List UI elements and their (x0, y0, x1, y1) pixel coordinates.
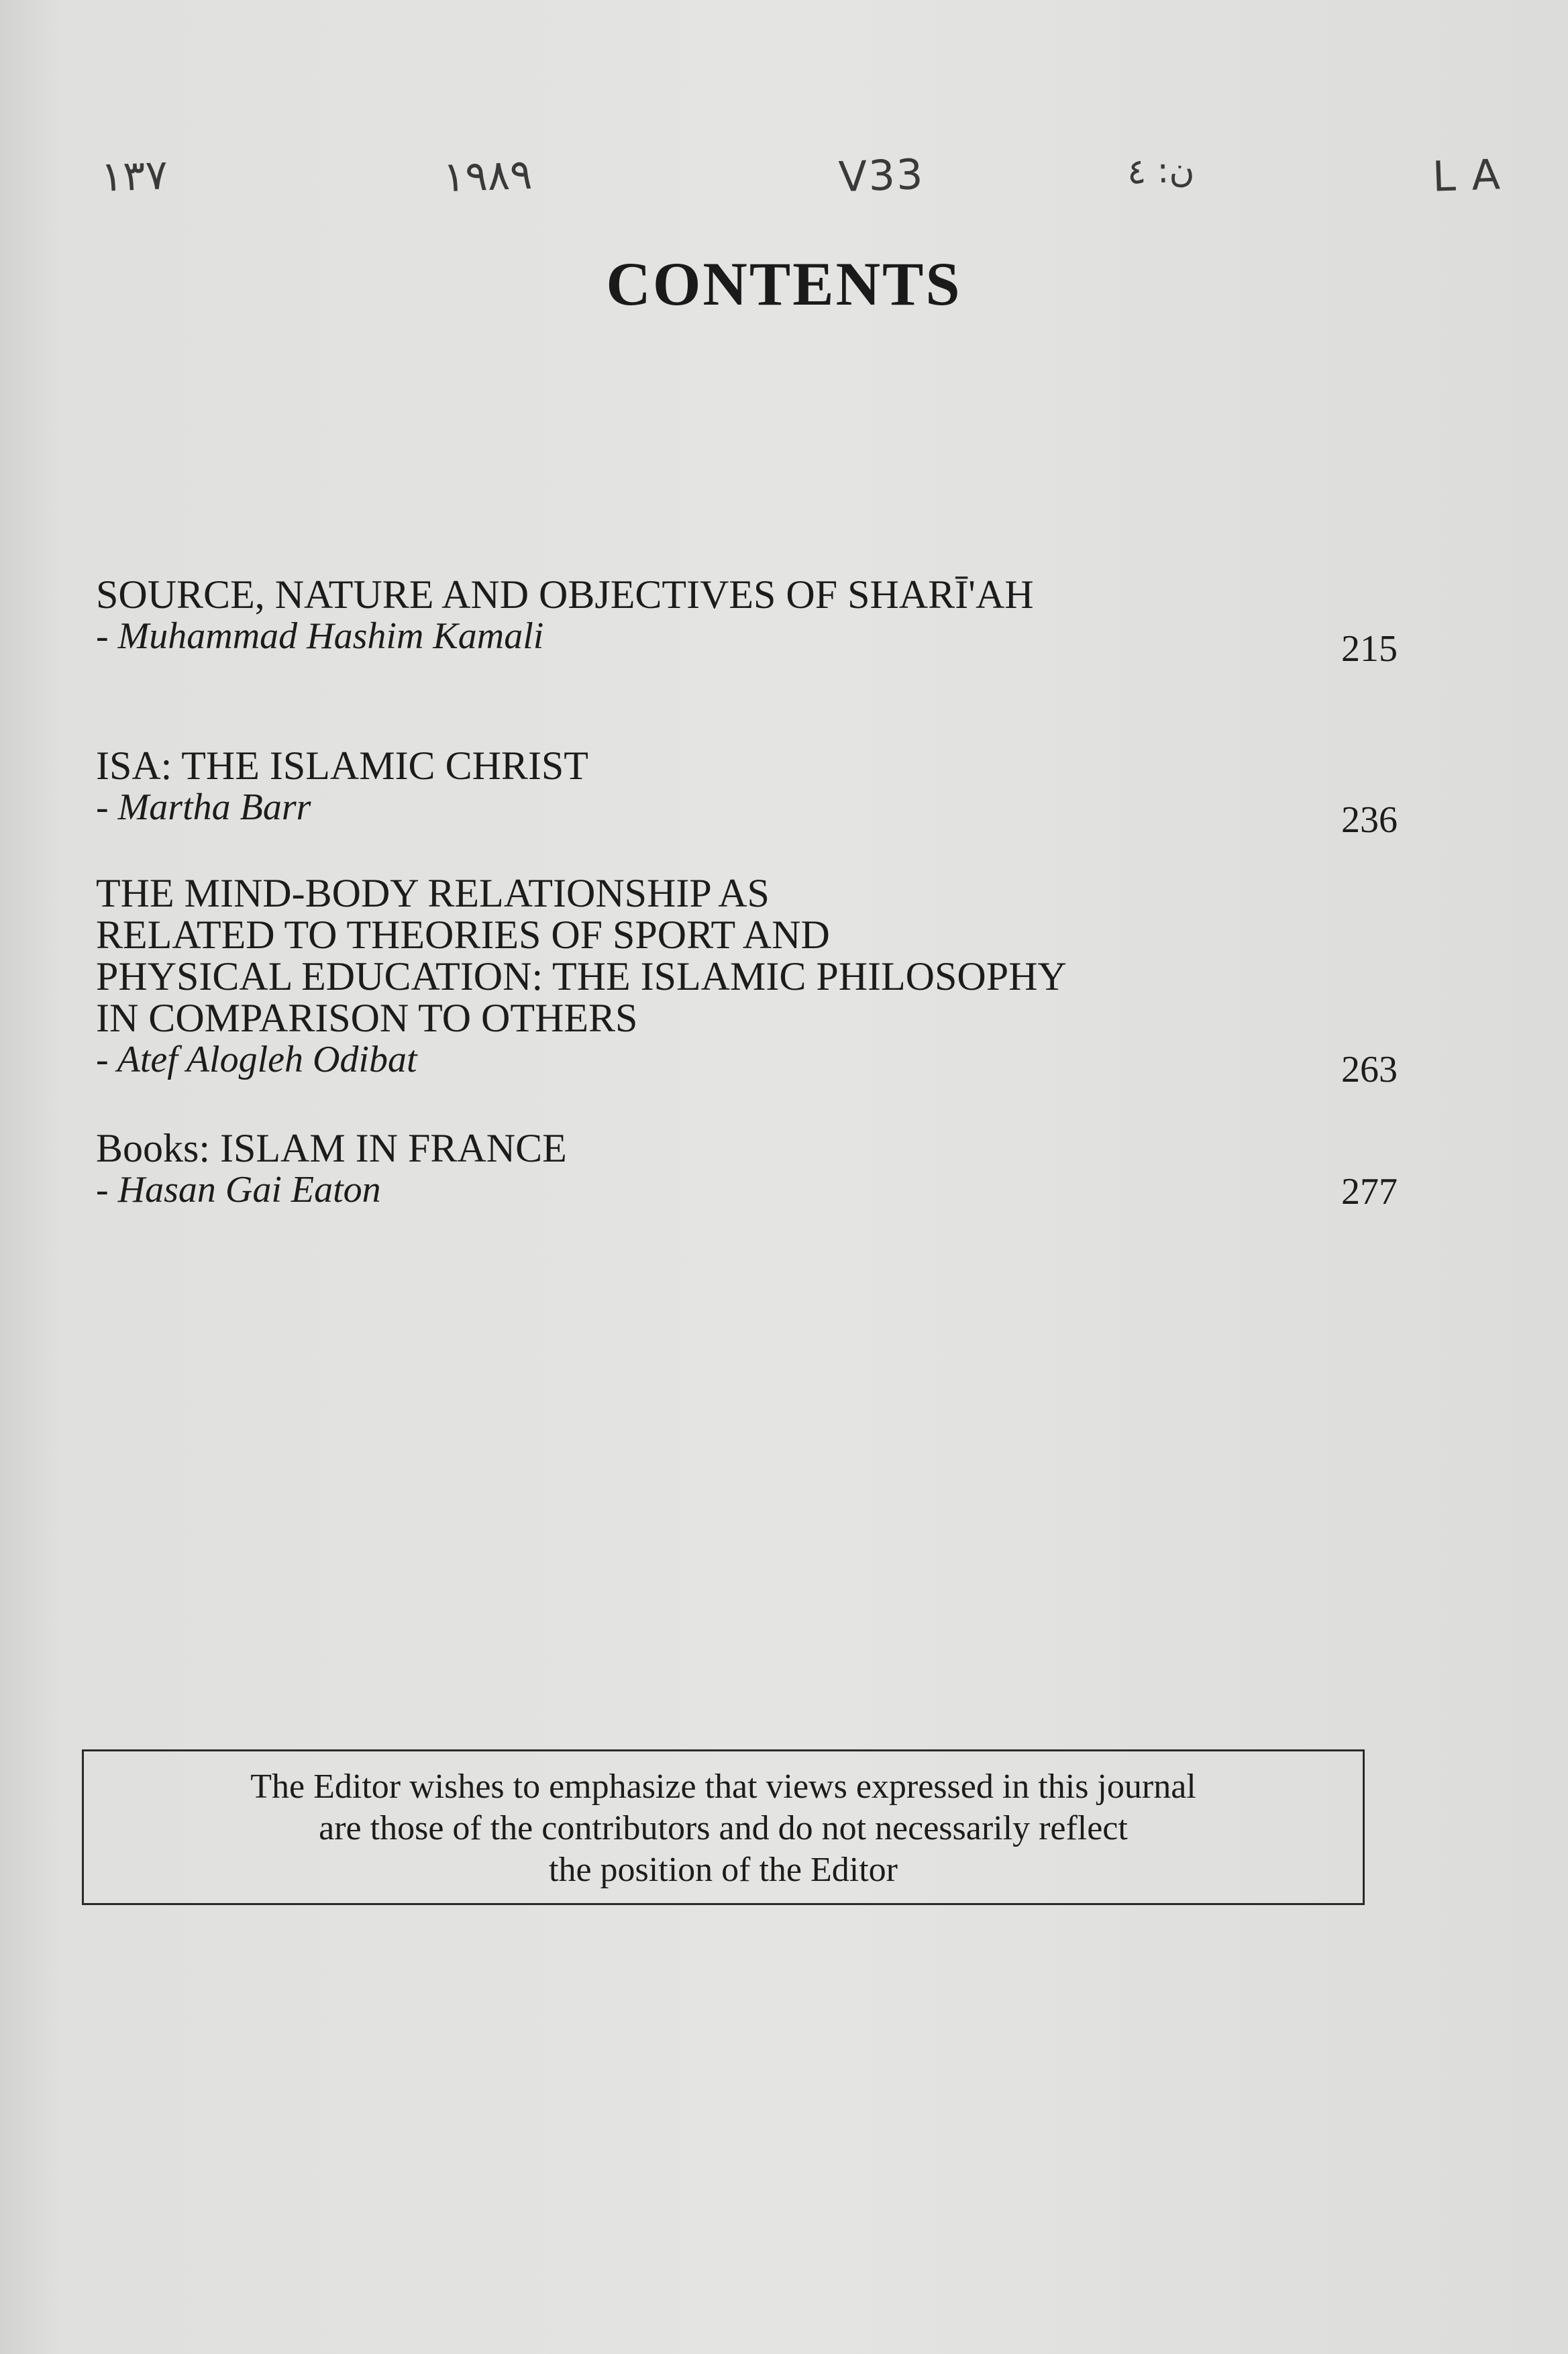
handwritten-code: L A (1431, 150, 1502, 201)
handwritten-mark: ١٣٧ (99, 150, 169, 201)
toc-entry-title-line: RELATED TO THEORIES OF SPORT AND (96, 913, 830, 957)
toc-entry-title: Books: ISLAM IN FRANCE (96, 1126, 567, 1170)
toc-entry (96, 1127, 1398, 1211)
handwritten-volume: V33 (837, 149, 925, 202)
toc-entry-page: 236 (1341, 799, 1398, 841)
toc-entry (96, 572, 1398, 670)
toc-entry-title-line: IN COMPARISON TO OTHERS (96, 996, 638, 1040)
editor-disclaimer-box (82, 1749, 1365, 1905)
disclaimer-line: the position of the Editor (549, 1851, 898, 1889)
toc-entry (96, 744, 1398, 841)
toc-entry-title-line: PHYSICAL EDUCATION: THE ISLAMIC PHILOSOPHY (96, 954, 1067, 999)
toc-entry-page: 263 (1341, 1049, 1398, 1090)
toc-entry-author: - Muhammad Hashim Kamali (96, 615, 544, 657)
disclaimer-line: are those of the contributors and do not necessarily reflect (319, 1809, 1128, 1847)
toc-entry-author: - Atef Alogleh Odibat (96, 1039, 417, 1080)
toc-entry-title: SOURCE, NATURE AND OBJECTIVES OF SHARĪ'AH (96, 572, 1034, 617)
toc-entry-author: - Martha Barr (96, 786, 311, 828)
toc-entry-title-line: THE MIND-BODY RELATIONSHIP AS (96, 871, 770, 915)
toc-entry-page: 277 (1341, 1171, 1398, 1213)
toc-entry-page: 215 (1341, 628, 1398, 670)
handwritten-year: ١٩٨٩ (441, 149, 533, 202)
toc-entry-author: - Hasan Gai Eaton (96, 1169, 381, 1211)
toc-entry-title: ISA: THE ISLAMIC CHRIST (96, 744, 588, 788)
handwritten-number: ن: ٤ (1126, 150, 1196, 193)
page-title: CONTENTS (606, 250, 962, 318)
toc-entry (96, 871, 1398, 1090)
disclaimer-line: The Editor wishes to emphasize that views expressed in this journal (250, 1768, 1196, 1806)
